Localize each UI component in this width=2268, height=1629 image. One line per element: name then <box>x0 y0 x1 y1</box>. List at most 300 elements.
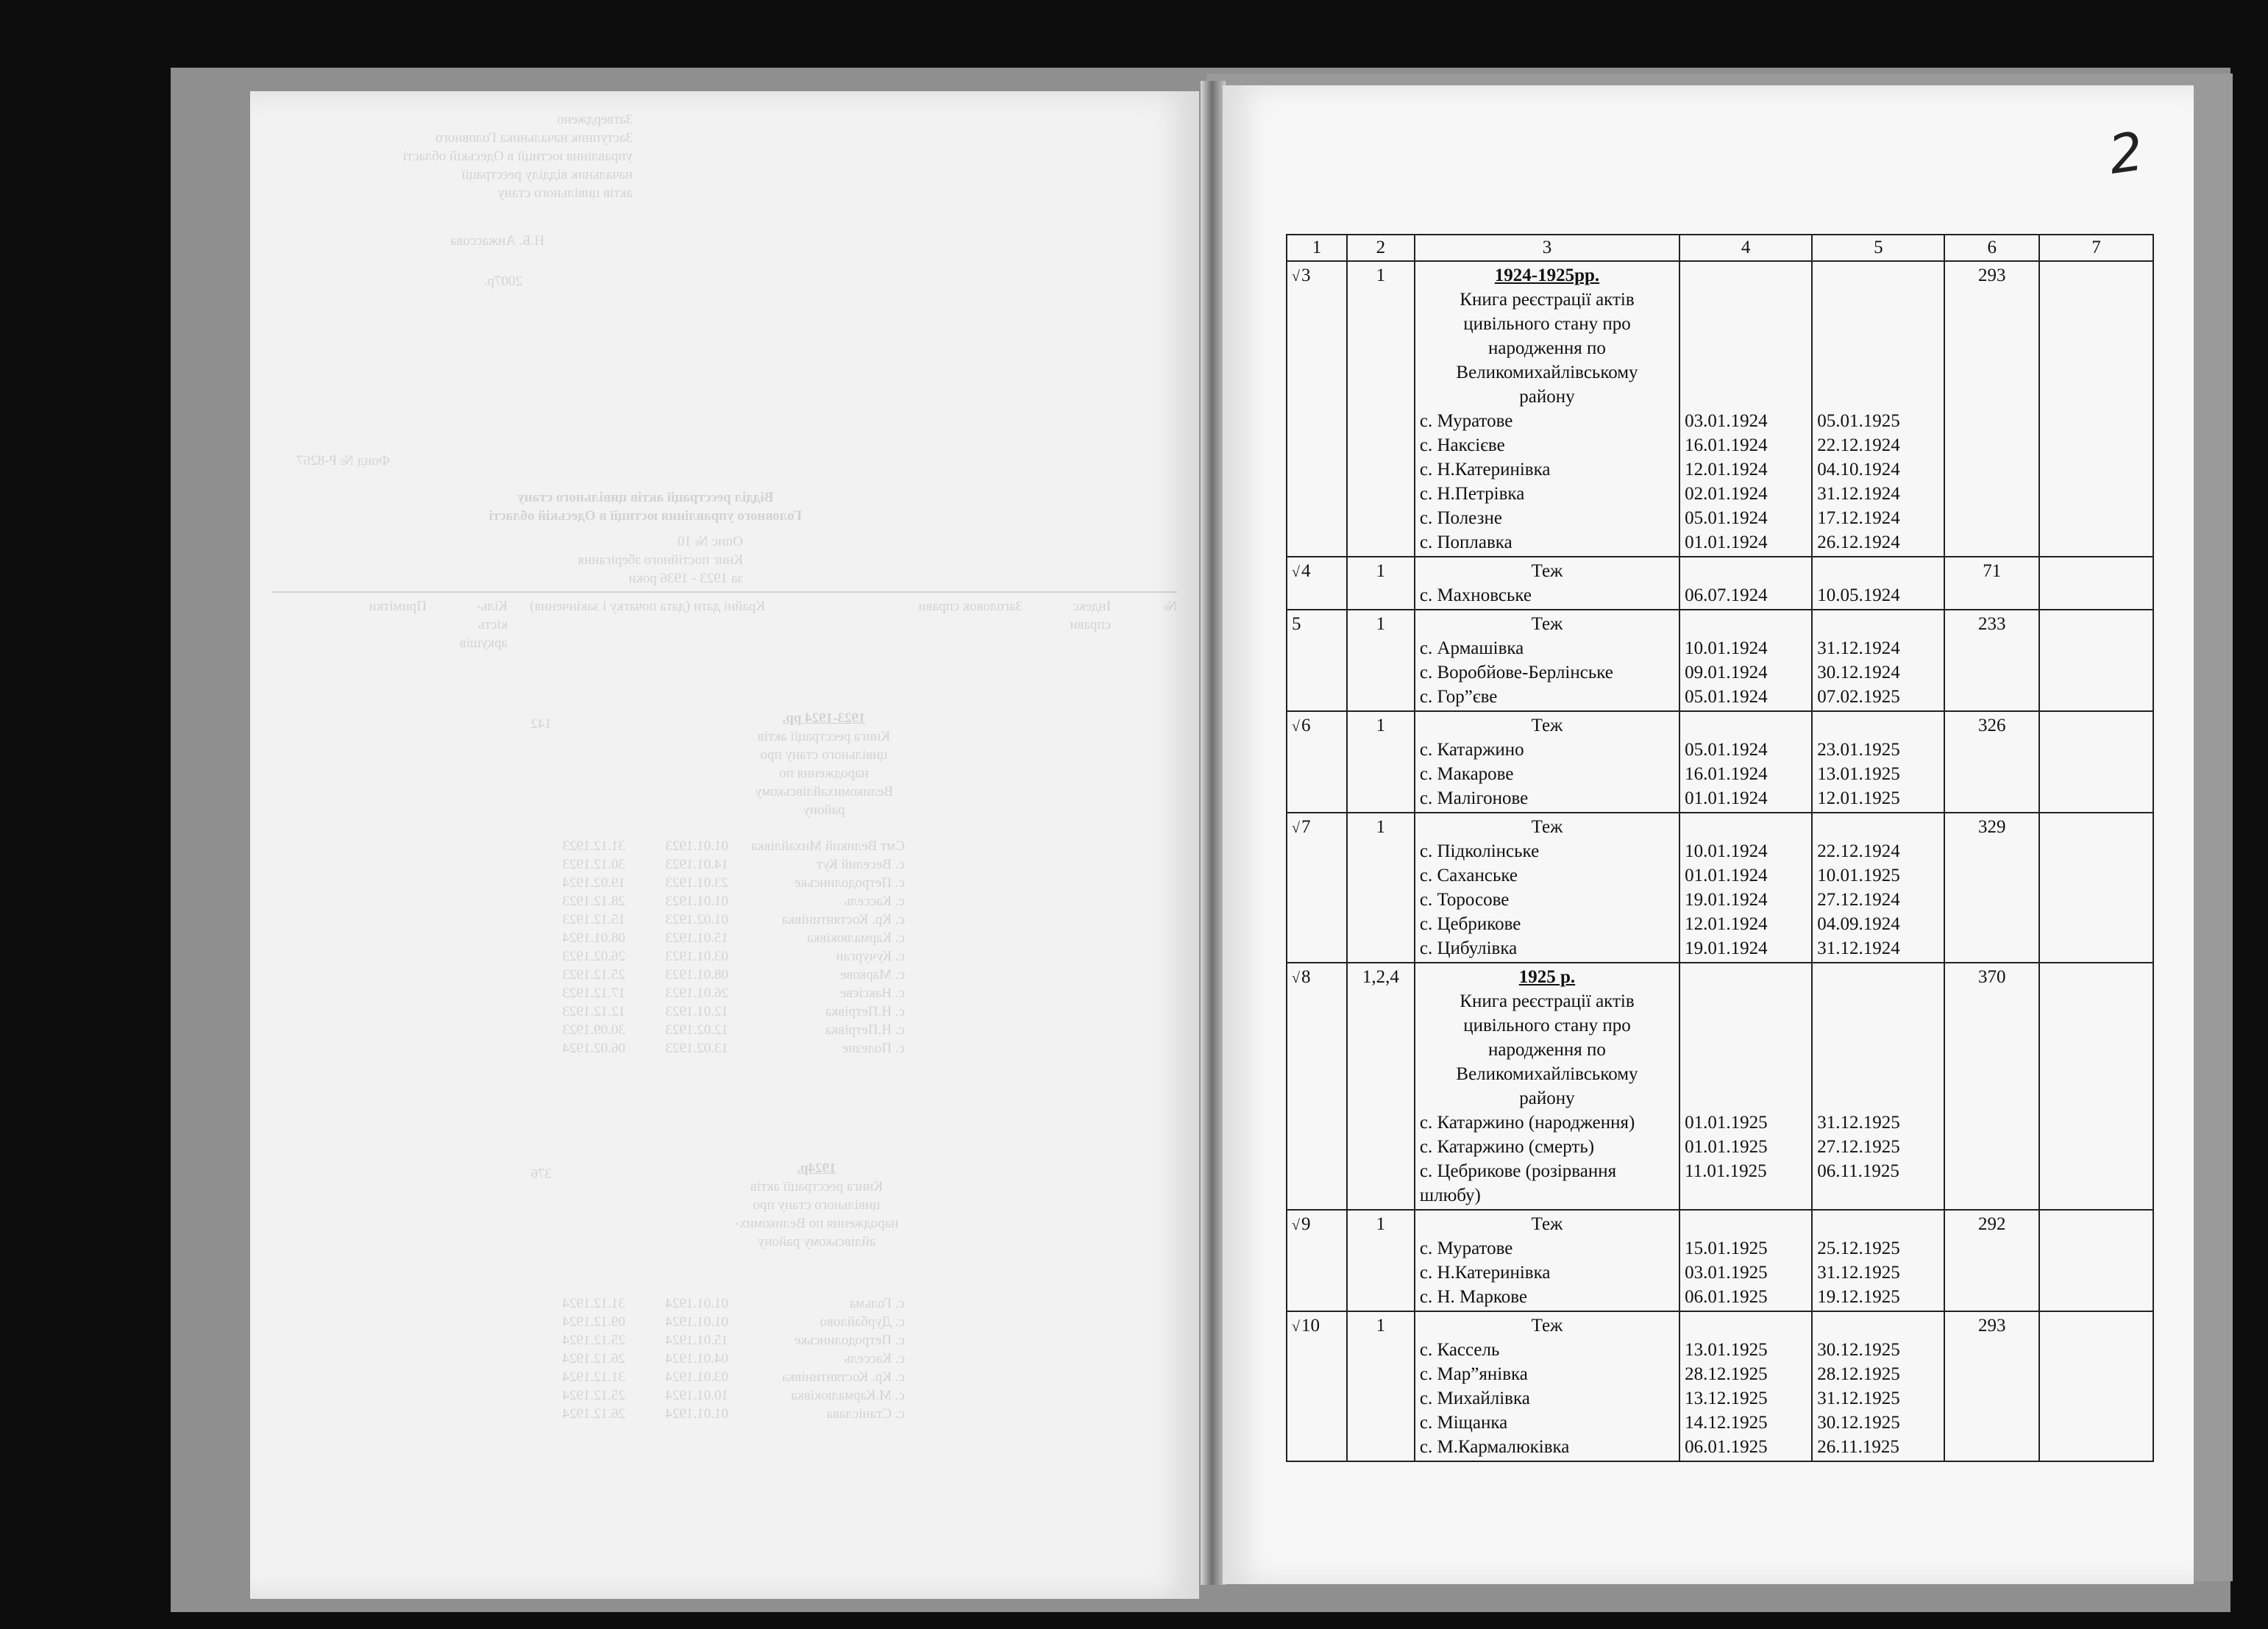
record-title-line: Великомихайлівському <box>1456 1064 1638 1084</box>
record-title-line: Теж <box>1531 817 1563 837</box>
place-name: с. Н.Петрівка <box>1419 484 1525 504</box>
note-cell <box>2039 1210 2153 1311</box>
section2-places <box>782 1294 905 1423</box>
date: 01.02.1923 <box>665 912 728 927</box>
end-date-cell <box>1812 261 1944 557</box>
start-date: 06.01.1925 <box>1685 1287 1768 1307</box>
place-name: с. Катаржино <box>1419 740 1524 760</box>
end-date: 07.02.1925 <box>1817 687 1900 707</box>
date: 19.02.1924 <box>562 875 625 891</box>
book-index-cell <box>1347 813 1415 963</box>
description-line: Книг постійного зберігання <box>577 552 743 568</box>
end-date: 04.09.1924 <box>1817 914 1900 934</box>
record-title-line: Книга реєстрації актів <box>1460 991 1635 1011</box>
end-date: 28.12.1925 <box>1817 1364 1900 1384</box>
record-title-cell <box>1415 610 1679 711</box>
end-date: 23.01.1925 <box>1817 740 1900 760</box>
place-name: с. Наксієве <box>1419 435 1505 455</box>
register-table <box>1286 234 2154 1462</box>
date: 31.12.1923 <box>562 838 625 854</box>
start-date <box>1685 1183 1807 1208</box>
column-header: 5 <box>1812 235 1944 261</box>
column-header: 2 <box>1347 235 1415 261</box>
row-number-cell <box>1287 963 1347 1210</box>
end-date: 04.10.1924 <box>1817 460 1900 480</box>
date: 06.02.1924 <box>562 1041 625 1056</box>
approval-line: управління юстиції в Одеській області <box>402 149 633 164</box>
end-date: 30.12.1925 <box>1817 1413 1900 1433</box>
register-body <box>1287 261 2153 1461</box>
place-name: с. Махновське <box>1419 585 1532 605</box>
place: с. Н.Петрівка <box>825 1004 905 1019</box>
date: 08.01.1924 <box>562 930 625 946</box>
sheet-count-cell <box>1944 1311 2039 1461</box>
check-mark: √ <box>1292 564 1300 580</box>
section1-heading: 1923-1924 рр. <box>782 710 866 726</box>
start-date: 12.01.1924 <box>1685 914 1768 934</box>
place-name: с. Цебрикове <box>1419 914 1521 934</box>
end-date: 30.12.1925 <box>1817 1340 1900 1360</box>
approval-line: Затверджено <box>557 112 633 127</box>
sheet-count: 293 <box>1978 1316 2006 1336</box>
section1-title-line: цивільного стану про <box>760 747 888 763</box>
check-mark: √ <box>1292 268 1300 285</box>
record-title-line: Книга реєстрації актів <box>1460 290 1635 310</box>
check-mark: √ <box>1292 1217 1300 1233</box>
end-date: 25.12.1925 <box>1817 1238 1900 1258</box>
place-name: с. Армашівка <box>1419 638 1524 658</box>
column-header: 7 <box>2039 235 2153 261</box>
note-cell <box>2039 963 2153 1210</box>
book-index: 1 <box>1376 716 1386 735</box>
column-header: Кіль-кість аркушів <box>459 599 508 651</box>
book-index-cell <box>1347 1311 1415 1461</box>
table-row <box>1287 1311 2153 1461</box>
column-header: 1 <box>1287 235 1347 261</box>
date: 10.01.1924 <box>665 1388 728 1403</box>
signatory: Н.Б. Анжассова <box>450 233 544 249</box>
column-header: Крайні дати (дата початку і закінчення) <box>530 599 765 614</box>
title-line: Головного управління юстиції в Одеській області <box>488 508 802 524</box>
sheet-count-cell <box>1944 610 2039 711</box>
start-date-cell <box>1679 261 1812 557</box>
start-date: 01.01.1925 <box>1685 1137 1768 1157</box>
sheet-count: 233 <box>1978 614 2006 634</box>
date: 15.12.1923 <box>562 912 625 927</box>
place: с. Петродолинське <box>794 1333 905 1348</box>
date: 01.01.1924 <box>665 1406 728 1422</box>
place-name: с. Муратове <box>1419 1238 1513 1258</box>
section1-title-line: Книга реєстрації актів <box>757 729 891 744</box>
end-date: 10.01.1925 <box>1817 866 1900 885</box>
register-title <box>489 488 802 525</box>
start-date: 16.01.1924 <box>1685 435 1768 455</box>
section2-title-line: Книга реєстрації актів <box>750 1179 884 1194</box>
end-date <box>1817 1183 1939 1208</box>
date: 12.02.1923 <box>665 1022 728 1038</box>
place: с. Кр. Костянтинівка <box>782 1369 905 1385</box>
check-mark: √ <box>1292 970 1300 986</box>
start-date: 01.01.1924 <box>1685 788 1768 808</box>
title-line: Відділ реєстрації актів цивільного стану <box>517 490 774 505</box>
row-number: 10 <box>1301 1316 1320 1336</box>
date: 31.12.1924 <box>562 1369 625 1385</box>
end-date: 19.12.1925 <box>1817 1287 1900 1307</box>
place: с. Н.Петрівка <box>825 1022 905 1038</box>
row-number-cell <box>1287 813 1347 963</box>
sheet-count: 292 <box>1978 1214 2006 1234</box>
start-date: 14.12.1925 <box>1685 1413 1768 1433</box>
end-date-cell <box>1812 557 1944 610</box>
column-header: Індекс справи <box>1070 599 1111 632</box>
record-title-line: Великомихайлівському <box>1456 363 1638 382</box>
record-title-line: Теж <box>1531 1316 1563 1336</box>
date: 12.12.1923 <box>562 1004 625 1019</box>
section2-heading: 1924р. <box>797 1161 836 1176</box>
book-gutter <box>1201 81 1226 1585</box>
place-name: с. Гор”єве <box>1419 687 1498 707</box>
start-date: 03.01.1925 <box>1685 1263 1768 1283</box>
start-date: 06.01.1925 <box>1685 1437 1768 1457</box>
row-number-cell <box>1287 261 1347 557</box>
record-title-line: Теж <box>1531 561 1563 581</box>
record-title-line: району <box>1519 1088 1575 1108</box>
header-row <box>1287 235 2153 261</box>
date: 08.01.1923 <box>665 967 728 983</box>
book-index: 1 <box>1376 265 1386 285</box>
start-date: 09.01.1924 <box>1685 663 1768 682</box>
date: 13.02.1923 <box>665 1041 728 1056</box>
place-name: с. Н. Маркове <box>1419 1287 1527 1307</box>
book-index-cell <box>1347 557 1415 610</box>
date: 26.12.1924 <box>562 1406 625 1422</box>
book-index-cell <box>1347 261 1415 557</box>
start-date: 01.01.1924 <box>1685 532 1768 552</box>
note-cell <box>2039 1311 2153 1461</box>
start-date-cell <box>1679 1311 1812 1461</box>
record-title-cell <box>1415 1210 1679 1311</box>
column-headers <box>272 591 1177 652</box>
date: 25.12.1924 <box>562 1388 625 1403</box>
place: Смт Великий Михайлівка <box>751 838 905 854</box>
book-index: 1 <box>1376 1214 1386 1234</box>
start-date: 16.01.1924 <box>1685 764 1768 784</box>
start-date-cell <box>1679 963 1812 1210</box>
start-date: 13.01.1925 <box>1685 1340 1768 1360</box>
sheet-count: 71 <box>1983 561 2002 581</box>
section1-start-dates <box>666 837 729 1058</box>
date: 26.12.1924 <box>562 1351 625 1366</box>
date: 01.01.1923 <box>665 894 728 909</box>
date: 03.01.1924 <box>665 1369 728 1385</box>
place: с. Кармалюківка <box>806 930 905 946</box>
record-title-line: народження по <box>1488 1040 1606 1060</box>
sheet-count-cell <box>1944 963 2039 1210</box>
sheet-count: 329 <box>1978 817 2006 837</box>
place: с. Кассель <box>844 1351 905 1366</box>
end-date: 31.12.1924 <box>1817 484 1900 504</box>
start-date-cell <box>1679 813 1812 963</box>
book-index-cell <box>1347 610 1415 711</box>
date: 26.02.1923 <box>562 949 625 964</box>
description-line: за 1923 - 1936 роки <box>628 571 743 586</box>
start-date: 10.01.1924 <box>1685 841 1768 861</box>
end-date-cell <box>1812 1311 1944 1461</box>
record-title-line: району <box>1519 387 1575 407</box>
end-date-cell <box>1812 813 1944 963</box>
column-header: Примітки <box>369 599 427 614</box>
place: с. Наксієве <box>839 985 905 1001</box>
end-date-cell <box>1812 711 1944 813</box>
description-line: Опис № 10 <box>677 534 743 549</box>
row-number: 8 <box>1301 967 1311 987</box>
end-date: 13.01.1925 <box>1817 764 1900 784</box>
section1-end-dates <box>563 837 626 1058</box>
approval-line: актів цивільного стану <box>497 185 633 201</box>
place-name: с. Кассель <box>1419 1340 1500 1360</box>
note-cell <box>2039 610 2153 711</box>
table-row <box>1287 610 2153 711</box>
place-name: с. Поплавка <box>1419 532 1512 552</box>
start-date: 10.01.1924 <box>1685 638 1768 658</box>
table-row <box>1287 557 2153 610</box>
start-date: 01.01.1924 <box>1685 866 1768 885</box>
start-date: 02.01.1924 <box>1685 484 1768 504</box>
approval-line: начальник відділу реєстрації <box>461 167 633 182</box>
column-header: 6 <box>1944 235 2039 261</box>
end-date: 31.12.1924 <box>1817 938 1900 958</box>
place: с. Кассель <box>844 894 905 909</box>
start-date: 05.01.1924 <box>1685 740 1768 760</box>
note-cell <box>2039 557 2153 610</box>
place-name: с. Цебрикове (розірвання <box>1419 1161 1617 1181</box>
end-date: 27.12.1924 <box>1817 890 1900 910</box>
start-date: 03.01.1924 <box>1685 411 1768 431</box>
row-number: 9 <box>1301 1214 1311 1234</box>
book-index: 1 <box>1376 817 1386 837</box>
section2-title-line: народження по Великомих- <box>734 1216 899 1231</box>
end-date: 22.12.1924 <box>1817 435 1900 455</box>
book-index: 1 <box>1376 1316 1386 1336</box>
page-number: 2 <box>2105 120 2147 186</box>
date: 01.01.1923 <box>665 838 728 854</box>
place-name: с. Підколінське <box>1419 841 1540 861</box>
date: 25.12.1923 <box>562 967 625 983</box>
start-date: 01.01.1925 <box>1685 1113 1768 1133</box>
bleed-through-text <box>250 91 1199 1599</box>
place-name: с. Малігонове <box>1419 788 1529 808</box>
place-name: с. Міщанка <box>1419 1413 1508 1433</box>
start-date-cell <box>1679 711 1812 813</box>
end-date: 22.12.1924 <box>1817 841 1900 861</box>
section2-start-dates <box>666 1294 729 1423</box>
place-name: с. Воробйове-Берлінське <box>1419 663 1613 682</box>
table-row <box>1287 711 2153 813</box>
start-date-cell <box>1679 1210 1812 1311</box>
approval-line: Заступник начальника Головного <box>435 130 633 146</box>
record-title-line: народження по <box>1488 338 1606 358</box>
book-index: 1 <box>1376 614 1386 634</box>
place-name: с. М.Кармалюківка <box>1419 1437 1570 1457</box>
place-name: с. Торосове <box>1419 890 1510 910</box>
date: 01.01.1924 <box>665 1296 728 1311</box>
row-number: 3 <box>1301 265 1311 285</box>
row-number-cell <box>1287 610 1347 711</box>
place-name: с. Макарове <box>1419 764 1514 784</box>
end-date: 27.12.1925 <box>1817 1137 1900 1157</box>
place: с. Маркове <box>840 967 905 983</box>
start-date: 05.01.1924 <box>1685 508 1768 528</box>
book-index-cell <box>1347 963 1415 1210</box>
table-row <box>1287 813 2153 963</box>
section1-places <box>751 837 905 1058</box>
note-cell <box>2039 711 2153 813</box>
end-date: 31.12.1925 <box>1817 1263 1900 1283</box>
date: 17.12.1923 <box>562 985 625 1001</box>
section2-end-dates <box>563 1294 626 1423</box>
section2-title-line: цивільного стану про <box>753 1197 881 1213</box>
end-date: 31.12.1924 <box>1817 638 1900 658</box>
start-date: 12.01.1924 <box>1685 460 1768 480</box>
start-date: 05.01.1924 <box>1685 687 1768 707</box>
section1-title-line: народження по <box>779 766 869 781</box>
row-number: 4 <box>1301 561 1311 581</box>
column-header-row <box>272 597 1177 652</box>
section1-title-line: Великомихайлівському <box>755 784 893 799</box>
check-mark: √ <box>1292 719 1300 735</box>
row-number-cell <box>1287 557 1347 610</box>
date: 31.12.1924 <box>562 1296 625 1311</box>
place: с. Дурбайлово <box>820 1314 905 1330</box>
start-date: 19.01.1924 <box>1685 938 1768 958</box>
end-date: 06.11.1925 <box>1817 1161 1899 1181</box>
place-name: с. Н.Катеринівка <box>1419 460 1551 480</box>
start-date: 28.12.1925 <box>1685 1364 1768 1384</box>
place-name: с. Михайлівка <box>1419 1389 1530 1408</box>
date: 03.01.1923 <box>665 949 728 964</box>
start-date: 06.07.1924 <box>1685 585 1768 605</box>
record-title-line: Теж <box>1531 1214 1563 1234</box>
place-name: с. Полезне <box>1419 508 1502 528</box>
note-cell <box>2039 261 2153 557</box>
book-index: 1,2,4 <box>1362 967 1399 987</box>
sheet-count-cell <box>1944 261 2039 557</box>
record-title-cell <box>1415 963 1679 1210</box>
record-title-cell <box>1415 813 1679 963</box>
place: с. Полезне <box>842 1041 905 1056</box>
table-row <box>1287 963 2153 1210</box>
place-name: шлюбу) <box>1419 1186 1481 1205</box>
place-name: с. Катаржино (смерть) <box>1419 1137 1595 1157</box>
end-date: 12.01.1925 <box>1817 788 1900 808</box>
section2-title <box>728 1159 905 1251</box>
row-number: 5 <box>1292 614 1301 634</box>
end-date-cell <box>1812 963 1944 1210</box>
sheet-count: 293 <box>1978 265 2006 285</box>
row-number: 6 <box>1301 716 1311 735</box>
section1-title-line: району <box>803 802 845 818</box>
place: с. Веселий Кут <box>816 857 905 872</box>
approval-year: 2007р. <box>483 274 522 289</box>
table-row <box>1287 261 2153 557</box>
end-date: 31.12.1925 <box>1817 1113 1900 1133</box>
place: с. Станіслава <box>826 1406 905 1422</box>
place-name: с. Катаржино (народження) <box>1419 1113 1635 1133</box>
end-date: 31.12.1925 <box>1817 1389 1900 1408</box>
note-cell <box>2039 813 2153 963</box>
end-date: 17.12.1924 <box>1817 508 1900 528</box>
record-title-line: цивільного стану про <box>1463 1016 1631 1035</box>
sheet-count-cell <box>1944 711 2039 813</box>
place-name: с. Мар”янівка <box>1419 1364 1528 1384</box>
date: 30.12.1923 <box>562 857 625 872</box>
end-date: 10.05.1924 <box>1817 585 1900 605</box>
start-date: 13.12.1925 <box>1685 1389 1768 1408</box>
record-title-cell <box>1415 261 1679 557</box>
end-date: 05.01.1925 <box>1817 411 1900 431</box>
check-mark: √ <box>1292 1319 1300 1335</box>
end-date-cell <box>1812 610 1944 711</box>
year-heading: 1925 р. <box>1518 967 1576 987</box>
fond-label: Фонд № Р-8267 <box>296 453 390 468</box>
column-header: 4 <box>1679 235 1812 261</box>
place: с. Гольма <box>850 1296 905 1311</box>
place: с. М.Кармалюківка <box>791 1388 905 1403</box>
place: с. Кр. Костянтинівка <box>782 912 905 927</box>
end-date: 30.12.1924 <box>1817 663 1900 682</box>
place-name: с. Цибулівка <box>1419 938 1518 958</box>
approval-block <box>353 110 633 290</box>
date: 26.01.1923 <box>665 985 728 1001</box>
place: с. Кучурган <box>836 949 905 964</box>
date: 04.01.1924 <box>665 1351 728 1366</box>
section1-title <box>743 709 905 819</box>
place: с. Петродолинське <box>794 875 905 891</box>
description-block <box>577 532 743 588</box>
end-date: 26.11.1925 <box>1817 1437 1899 1457</box>
section2-title-line: айлівському району <box>757 1234 876 1250</box>
date: 25.12.1924 <box>562 1333 625 1348</box>
row-number: 7 <box>1301 817 1311 837</box>
book-index-cell <box>1347 711 1415 813</box>
record-title-line: Теж <box>1531 614 1563 634</box>
start-date-cell <box>1679 610 1812 711</box>
row-number-cell <box>1287 711 1347 813</box>
sheet-count-cell <box>1944 557 2039 610</box>
start-date: 19.01.1924 <box>1685 890 1768 910</box>
date: 12.01.1923 <box>665 1004 728 1019</box>
date: 14.01.1923 <box>665 857 728 872</box>
book-index: 1 <box>1376 561 1386 581</box>
column-header: № <box>1163 599 1177 614</box>
place-name: с. Муратове <box>1419 411 1513 431</box>
year-heading: 1924-1925рр. <box>1494 265 1600 285</box>
record-title-line: Теж <box>1531 716 1563 735</box>
start-date-cell <box>1679 557 1812 610</box>
record-title-cell <box>1415 1311 1679 1461</box>
date: 15.01.1924 <box>665 1333 728 1348</box>
row-number-cell <box>1287 1210 1347 1311</box>
book-index-cell <box>1347 1210 1415 1311</box>
date: 30.09.1923 <box>562 1022 625 1038</box>
sheet-count-cell <box>1944 813 2039 963</box>
start-date: 11.01.1925 <box>1685 1161 1767 1181</box>
section2-sheets: 376 <box>530 1166 552 1182</box>
record-title-cell <box>1415 557 1679 610</box>
record-title-line: цивільного стану про <box>1463 314 1631 334</box>
date: 15.01.1923 <box>665 930 728 946</box>
table-row <box>1287 1210 2153 1311</box>
